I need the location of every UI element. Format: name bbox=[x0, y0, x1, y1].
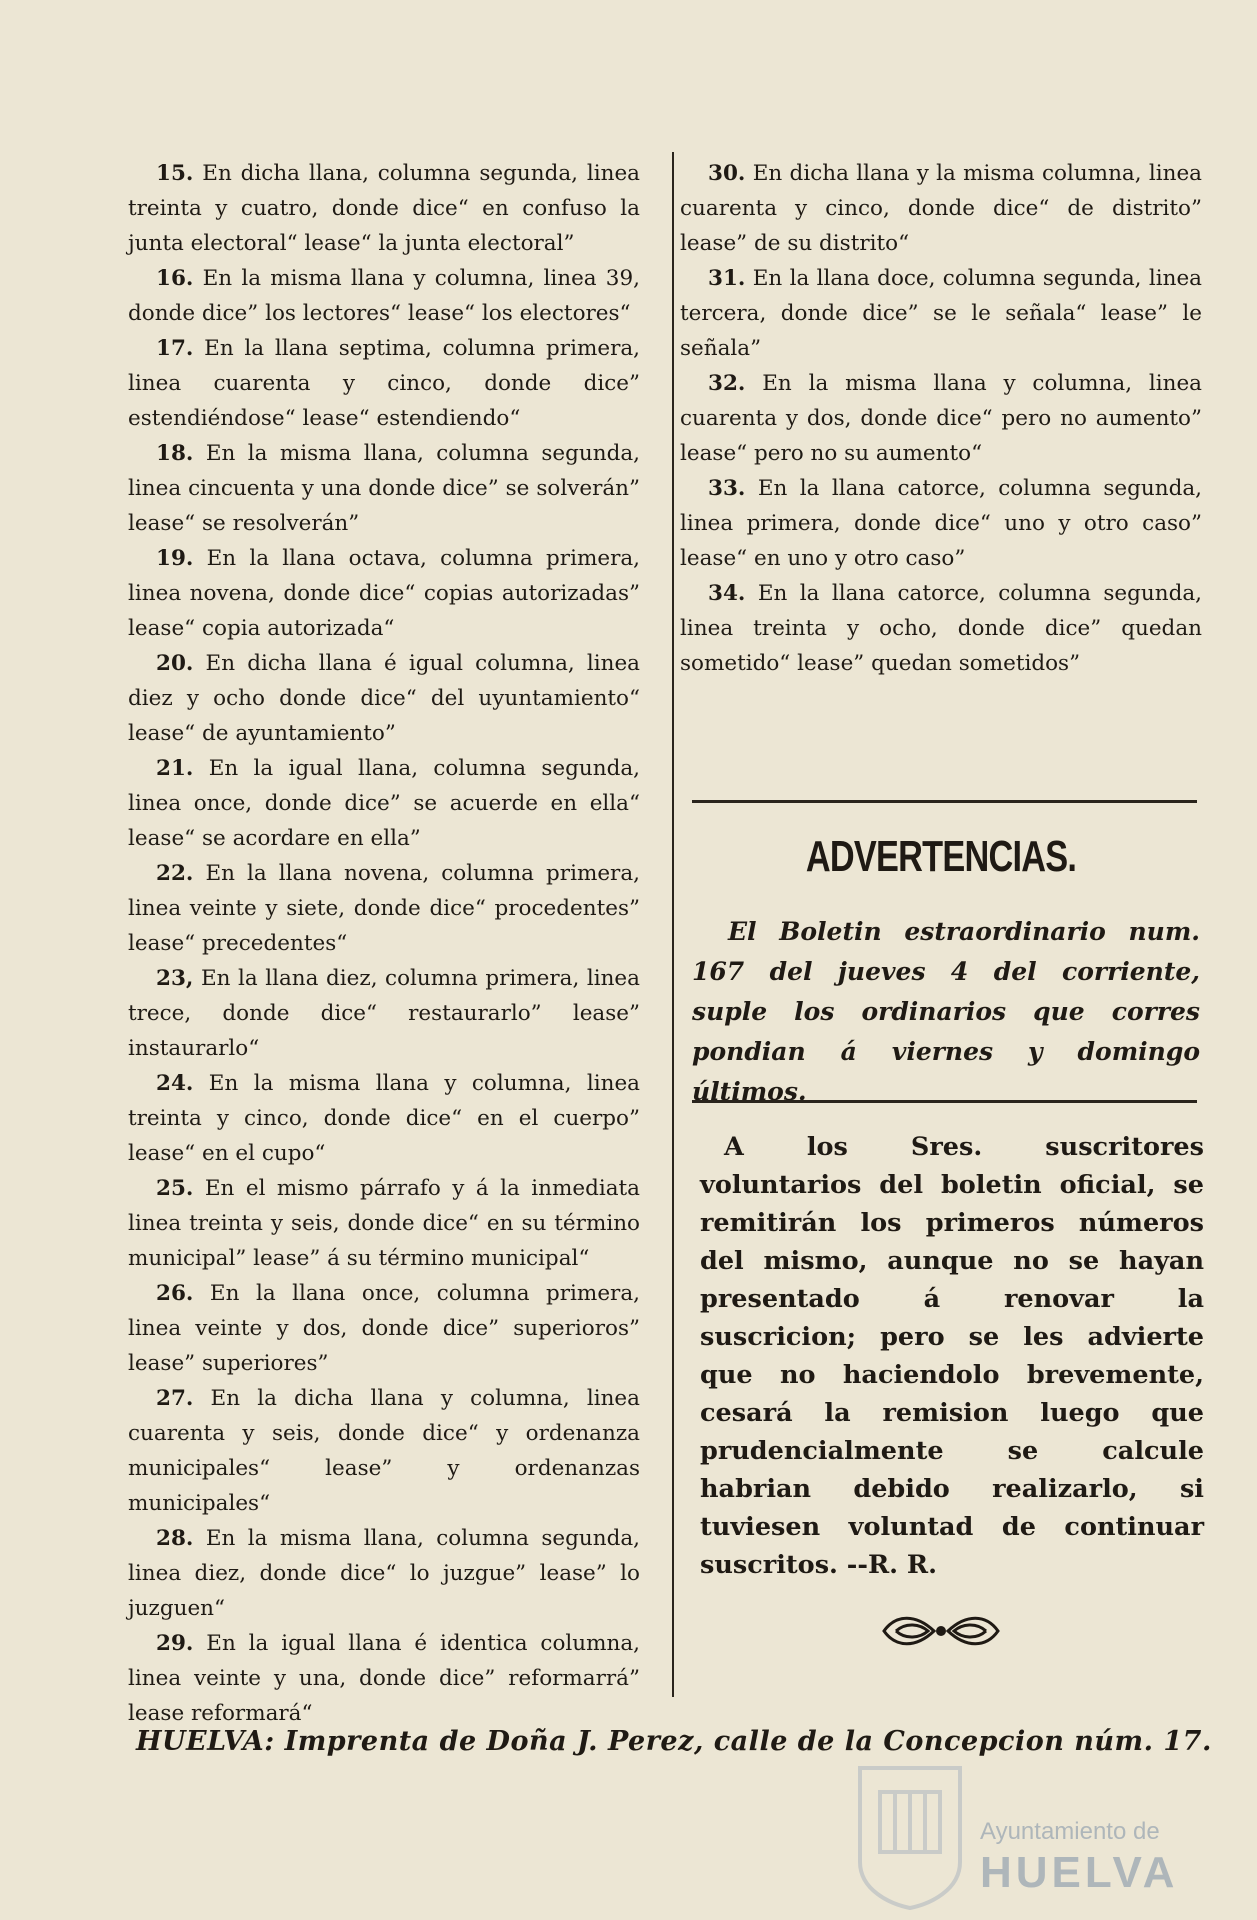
entry-number: 17. bbox=[156, 336, 194, 361]
entry-text: En la llana diez, columna primera, linea trece, donde dice“ restaurarlo” lease” instaurarlo“ bbox=[128, 966, 640, 1061]
entry-text: En dicha llana y la misma columna, linea cuarenta y cinco, donde dice“ de distrito” lease” de su distrito“ bbox=[680, 161, 1202, 256]
entry-text: En la llana octava, columna primera, linea novena, donde dice“ copias autorizadas” lease“ copia autorizada“ bbox=[128, 546, 640, 641]
errata-entry bbox=[128, 646, 640, 751]
section-rule-top bbox=[692, 800, 1197, 803]
errata-entry bbox=[680, 576, 1202, 681]
errata-entry bbox=[128, 856, 640, 961]
entry-number: 24. bbox=[156, 1071, 194, 1096]
entry-text: En la misma llana, columna segunda, linea cincuenta y una donde dice” se solverán” lease“ se resolverán” bbox=[128, 441, 640, 536]
entry-number: 19. bbox=[156, 546, 194, 571]
fleuron-ornament-icon bbox=[876, 1606, 1006, 1656]
errata-entry bbox=[128, 1626, 640, 1731]
errata-entry bbox=[128, 436, 640, 541]
errata-entry bbox=[128, 1276, 640, 1381]
entry-text: En la misma llana y columna, linea treinta y cinco, donde dice“ en el cuerpo” lease“ en el cupo“ bbox=[128, 1071, 640, 1166]
entry-text: En la llana septima, columna primera, linea cuarenta y cinco, donde dice” estendiéndose“ lease“ estendiendo“ bbox=[128, 336, 641, 431]
errata-entry bbox=[128, 1171, 640, 1276]
errata-entry bbox=[680, 156, 1202, 261]
watermark-line1: Ayuntamiento de bbox=[980, 1818, 1160, 1845]
errata-entry bbox=[128, 261, 640, 331]
entry-number: 18. bbox=[156, 441, 194, 466]
entry-text: En la misma llana y columna, linea cuarenta y dos, donde dice“ pero no aumento” lease“ pero no su aumento“ bbox=[680, 371, 1202, 466]
entry-number: 16. bbox=[156, 266, 194, 291]
entry-text: En dicha llana, columna segunda, linea treinta y cuatro, donde dice“ en confuso la junta electoral“ lease“ la junta electoral” bbox=[128, 161, 640, 256]
entry-text: En la dicha llana y columna, linea cuarenta y seis, donde dice“ y ordenanza municipales“ lease” y ordenanzas municipales“ bbox=[128, 1386, 640, 1516]
watermark-line2: HUELVA bbox=[980, 1848, 1179, 1897]
entry-number: 20. bbox=[156, 651, 194, 676]
errata-entry bbox=[128, 1521, 640, 1626]
entry-text: En la igual llana é identica columna, linea veinte y una, donde dice” reformarrá” lease reformará“ bbox=[128, 1631, 641, 1726]
entry-number: 26. bbox=[156, 1281, 194, 1306]
errata-entry bbox=[128, 541, 640, 646]
errata-entry bbox=[680, 261, 1202, 366]
entry-number: 15. bbox=[156, 161, 194, 186]
entry-text: En la llana catorce, columna segunda, linea treinta y ocho, donde dice” quedan sometido“ lease” quedan sometidos” bbox=[680, 581, 1202, 676]
errata-entry bbox=[128, 331, 640, 436]
errata-entry bbox=[128, 1381, 640, 1521]
entry-number: 34. bbox=[708, 581, 746, 606]
errata-entry bbox=[680, 366, 1202, 471]
entry-number: 30. bbox=[708, 161, 746, 186]
errata-right-column bbox=[680, 156, 1202, 681]
entry-number: 33. bbox=[708, 476, 746, 501]
entry-number: 27. bbox=[156, 1386, 194, 1411]
entry-text: En la llana doce, columna segunda, linea tercera, donde dice” se le señala“ lease” le señala” bbox=[680, 266, 1202, 361]
entry-number: 32. bbox=[708, 371, 746, 396]
errata-entry bbox=[680, 471, 1202, 576]
imprint-line bbox=[136, 1726, 1212, 1757]
entry-number: 21. bbox=[156, 756, 194, 781]
notice-suscritores: A los Sres. suscritores voluntarios del boletin oficial, se remitirán los primeros números del mismo, aunque no se hayan presentado á renovar la suscricion; pero se les advierte que no haciendolo brevemente, cesará la remision luego que prudencialmente se calcule habrian debido realizarlo, si tuviesen voluntad de continuar suscritos. --R. R. bbox=[700, 1132, 1204, 1580]
errata-entry bbox=[128, 156, 640, 261]
entry-number: 29. bbox=[156, 1631, 194, 1656]
errata-left-column bbox=[128, 156, 640, 1731]
section-rule-middle bbox=[692, 1100, 1197, 1103]
errata-entry bbox=[128, 961, 640, 1066]
imprint-text: Imprenta de Doña J. Perez, calle de la Concepcion núm. 17. bbox=[284, 1726, 1212, 1757]
entry-text: En la llana catorce, columna segunda, linea primera, donde dice“ uno y otro caso” lease“ en uno y otro caso” bbox=[680, 476, 1202, 571]
entry-text: En la misma llana y columna, linea 39, donde dice” los lectores“ lease“ los electores“ bbox=[128, 266, 640, 326]
entry-number: 22. bbox=[156, 861, 194, 886]
imprint-place: HUELVA: bbox=[136, 1726, 275, 1757]
entry-number: 31. bbox=[708, 266, 746, 291]
entry-text: En el mismo párrafo y á la inmediata linea treinta y seis, donde dice“ en su término municipal” lease” á su término municipal“ bbox=[128, 1176, 640, 1271]
advertencias-heading: ADVERTENCIAS. bbox=[805, 832, 1077, 881]
entry-text: En dicha llana é igual columna, linea diez y ocho donde dice“ del uyuntamiento“ lease“ de ayuntamiento” bbox=[128, 651, 640, 746]
errata-entry bbox=[128, 1066, 640, 1171]
column-divider bbox=[672, 152, 674, 1697]
entry-number: 25. bbox=[156, 1176, 194, 1201]
errata-entry bbox=[128, 751, 640, 856]
entry-text: En la igual llana, columna segunda, linea once, donde dice” se acuerde en ella“ lease“ se acordare en ella” bbox=[128, 756, 640, 851]
entry-number: 23, bbox=[156, 966, 194, 991]
notice-boletin-extraordinario: El Boletin estraordinario num. 167 del jueves 4 del corriente, suple los ordinarios que corres pondian á viernes y domingo últimos. bbox=[692, 917, 1200, 1106]
entry-text: En la llana novena, columna primera, linea veinte y siete, donde dice“ procedentes” lease“ precedentes“ bbox=[128, 861, 640, 956]
entry-number: 28. bbox=[156, 1526, 194, 1551]
entry-text: En la misma llana, columna segunda, linea diez, donde dice“ lo juzgue” lease” lo juzguen“ bbox=[128, 1526, 640, 1621]
entry-text: En la llana once, columna primera, linea veinte y dos, donde dice” superioros” lease” superiores” bbox=[128, 1281, 640, 1376]
